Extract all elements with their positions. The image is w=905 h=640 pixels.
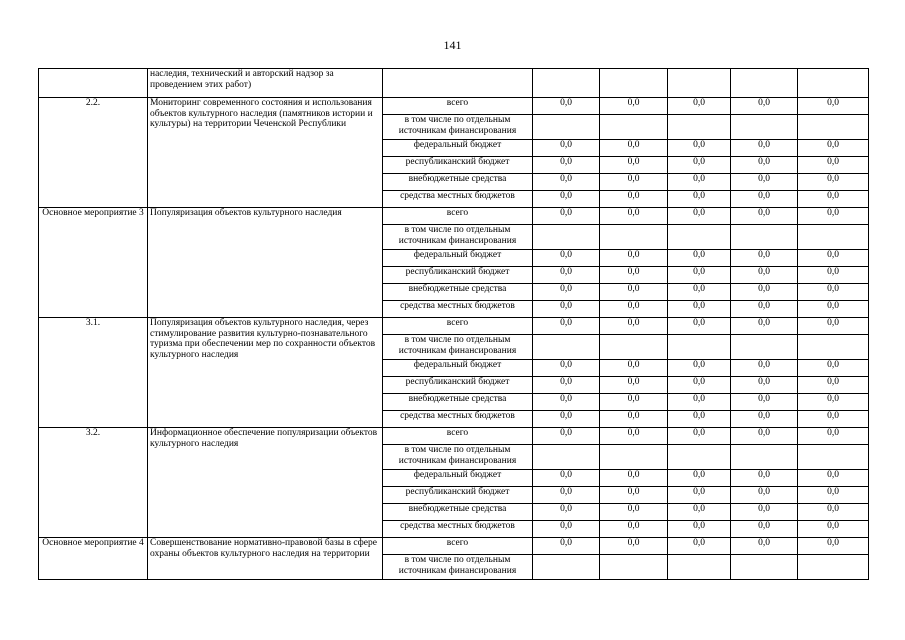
value-cell: 0,0 [600, 301, 668, 318]
value-cell: 0,0 [600, 174, 668, 191]
value-cell: 0,0 [798, 284, 869, 301]
value-cell: 0,0 [668, 470, 731, 487]
value-cell: 0,0 [600, 428, 668, 445]
value-cell: 0,0 [533, 360, 600, 377]
value-cell: 0,0 [798, 174, 869, 191]
value-cell: 0,0 [668, 98, 731, 115]
value-cell: 0,0 [668, 267, 731, 284]
funding-source: республиканский бюджет [383, 267, 533, 284]
value-cell: 0,0 [533, 521, 600, 538]
funding-source: республиканский бюджет [383, 157, 533, 174]
value-cell: 0,0 [533, 487, 600, 504]
continuation-value-cell [668, 69, 731, 98]
funding-source: в том числе по отдельным источникам финансирования [383, 335, 533, 360]
funding-source: всего [383, 98, 533, 115]
value-cell: 0,0 [731, 360, 798, 377]
value-cell: 0,0 [533, 504, 600, 521]
value-cell: 0,0 [600, 318, 668, 335]
funding-source: средства местных бюджетов [383, 411, 533, 428]
funding-source: в том числе по отдельным источникам финансирования [383, 555, 533, 580]
funding-source: федеральный бюджет [383, 250, 533, 267]
value-cell [798, 115, 869, 140]
value-cell: 0,0 [600, 284, 668, 301]
value-cell: 0,0 [798, 377, 869, 394]
table-row [39, 428, 869, 445]
value-cell [533, 445, 600, 470]
value-cell [731, 555, 798, 580]
funding-source: всего [383, 538, 533, 555]
value-cell [600, 115, 668, 140]
value-cell [533, 115, 600, 140]
value-cell: 0,0 [798, 140, 869, 157]
value-cell: 0,0 [600, 267, 668, 284]
funding-source: федеральный бюджет [383, 140, 533, 157]
funding-source: республиканский бюджет [383, 487, 533, 504]
value-cell [533, 225, 600, 250]
item-code: Основное мероприятие 4 [39, 538, 148, 580]
value-cell: 0,0 [731, 428, 798, 445]
value-cell: 0,0 [731, 140, 798, 157]
value-cell: 0,0 [731, 284, 798, 301]
table-row [39, 538, 869, 555]
value-cell [668, 335, 731, 360]
continuation-value-cell [533, 69, 600, 98]
funding-source: всего [383, 208, 533, 225]
continuation-source-cell [383, 69, 533, 98]
value-cell: 0,0 [731, 191, 798, 208]
value-cell [798, 555, 869, 580]
page-number: 141 [443, 38, 462, 52]
funding-table [38, 68, 869, 580]
funding-source: внебюджетные средства [383, 284, 533, 301]
value-cell: 0,0 [600, 140, 668, 157]
value-cell [600, 445, 668, 470]
item-name: Совершенствование нормативно-правовой базы в сфере охраны объектов культурного наследия на территории [148, 538, 383, 580]
value-cell [668, 225, 731, 250]
continuation-value-cell [731, 69, 798, 98]
value-cell: 0,0 [533, 411, 600, 428]
funding-source: в том числе по отдельным источникам финансирования [383, 115, 533, 140]
value-cell: 0,0 [533, 157, 600, 174]
value-cell: 0,0 [731, 301, 798, 318]
value-cell: 0,0 [731, 318, 798, 335]
value-cell: 0,0 [533, 98, 600, 115]
value-cell: 0,0 [798, 267, 869, 284]
table-row [39, 318, 869, 335]
value-cell: 0,0 [533, 191, 600, 208]
value-cell [731, 335, 798, 360]
value-cell [600, 335, 668, 360]
value-cell: 0,0 [798, 504, 869, 521]
value-cell: 0,0 [798, 428, 869, 445]
value-cell: 0,0 [798, 521, 869, 538]
value-cell: 0,0 [731, 250, 798, 267]
funding-source: в том числе по отдельным источникам финансирования [383, 445, 533, 470]
value-cell: 0,0 [600, 208, 668, 225]
value-cell: 0,0 [798, 208, 869, 225]
value-cell: 0,0 [533, 250, 600, 267]
value-cell [731, 115, 798, 140]
continuation-value-cell [600, 69, 668, 98]
item-name: Популяризация объектов культурного наследия [148, 208, 383, 318]
value-cell [533, 335, 600, 360]
value-cell: 0,0 [600, 360, 668, 377]
value-cell: 0,0 [731, 98, 798, 115]
value-cell: 0,0 [798, 250, 869, 267]
item-name: Популяризация объектов культурного наследия, через стимулирование развития культурно-познавательного туризма при обеспечении мер по сохранности объектов культурного наследия [148, 318, 383, 428]
value-cell: 0,0 [668, 191, 731, 208]
item-code: Основное мероприятие 3 [39, 208, 148, 318]
funding-source: средства местных бюджетов [383, 301, 533, 318]
value-cell: 0,0 [533, 428, 600, 445]
value-cell: 0,0 [600, 538, 668, 555]
value-cell: 0,0 [668, 140, 731, 157]
value-cell [600, 555, 668, 580]
value-cell: 0,0 [668, 208, 731, 225]
value-cell: 0,0 [731, 538, 798, 555]
funding-source: средства местных бюджетов [383, 191, 533, 208]
value-cell: 0,0 [533, 538, 600, 555]
funding-source: средства местных бюджетов [383, 521, 533, 538]
value-cell: 0,0 [798, 470, 869, 487]
value-cell: 0,0 [533, 174, 600, 191]
table-row [39, 208, 869, 225]
value-cell: 0,0 [798, 157, 869, 174]
value-cell: 0,0 [731, 377, 798, 394]
continuation-row [39, 69, 869, 98]
funding-source: всего [383, 318, 533, 335]
value-cell: 0,0 [798, 98, 869, 115]
value-cell: 0,0 [731, 174, 798, 191]
continuation-code-cell [39, 69, 148, 98]
value-cell: 0,0 [600, 377, 668, 394]
value-cell [731, 225, 798, 250]
value-cell: 0,0 [600, 98, 668, 115]
value-cell: 0,0 [533, 208, 600, 225]
value-cell: 0,0 [731, 394, 798, 411]
value-cell: 0,0 [533, 377, 600, 394]
value-cell [731, 445, 798, 470]
value-cell: 0,0 [600, 394, 668, 411]
funding-source: внебюджетные средства [383, 504, 533, 521]
funding-source: федеральный бюджет [383, 360, 533, 377]
value-cell: 0,0 [668, 360, 731, 377]
value-cell: 0,0 [600, 157, 668, 174]
table-row [39, 98, 869, 115]
value-cell [533, 555, 600, 580]
value-cell: 0,0 [731, 411, 798, 428]
value-cell: 0,0 [600, 191, 668, 208]
value-cell: 0,0 [533, 318, 600, 335]
value-cell: 0,0 [668, 504, 731, 521]
value-cell: 0,0 [600, 470, 668, 487]
value-cell [798, 445, 869, 470]
funding-source: всего [383, 428, 533, 445]
value-cell: 0,0 [798, 411, 869, 428]
funding-source: республиканский бюджет [383, 377, 533, 394]
value-cell: 0,0 [798, 538, 869, 555]
value-cell: 0,0 [600, 487, 668, 504]
item-code: 3.2. [39, 428, 148, 538]
item-code: 2.2. [39, 98, 148, 208]
value-cell: 0,0 [668, 428, 731, 445]
value-cell: 0,0 [798, 318, 869, 335]
value-cell: 0,0 [668, 301, 731, 318]
value-cell: 0,0 [668, 538, 731, 555]
value-cell: 0,0 [668, 284, 731, 301]
value-cell: 0,0 [731, 504, 798, 521]
value-cell [668, 445, 731, 470]
value-cell [798, 335, 869, 360]
funding-source: в том числе по отдельным источникам финансирования [383, 225, 533, 250]
value-cell: 0,0 [600, 411, 668, 428]
value-cell: 0,0 [731, 521, 798, 538]
item-code: 3.1. [39, 318, 148, 428]
value-cell: 0,0 [798, 191, 869, 208]
value-cell: 0,0 [533, 284, 600, 301]
value-cell: 0,0 [731, 208, 798, 225]
value-cell [668, 115, 731, 140]
value-cell [600, 225, 668, 250]
value-cell: 0,0 [798, 487, 869, 504]
value-cell: 0,0 [600, 504, 668, 521]
value-cell: 0,0 [668, 377, 731, 394]
value-cell: 0,0 [731, 267, 798, 284]
value-cell: 0,0 [668, 521, 731, 538]
value-cell: 0,0 [798, 394, 869, 411]
funding-source: внебюджетные средства [383, 394, 533, 411]
value-cell [798, 225, 869, 250]
value-cell: 0,0 [798, 360, 869, 377]
value-cell: 0,0 [668, 411, 731, 428]
value-cell: 0,0 [798, 301, 869, 318]
value-cell: 0,0 [600, 250, 668, 267]
item-name: Информационное обеспечение популяризации объектов культурного наследия [148, 428, 383, 538]
value-cell: 0,0 [668, 157, 731, 174]
value-cell: 0,0 [668, 394, 731, 411]
funding-source: федеральный бюджет [383, 470, 533, 487]
value-cell: 0,0 [668, 318, 731, 335]
value-cell: 0,0 [731, 470, 798, 487]
value-cell [668, 555, 731, 580]
value-cell: 0,0 [668, 487, 731, 504]
funding-source: внебюджетные средства [383, 174, 533, 191]
continuation-text: наследия, технический и авторский надзор за проведением этих работ) [148, 69, 383, 98]
value-cell: 0,0 [731, 157, 798, 174]
item-name: Мониторинг современного состояния и использования объектов культурного наследия (памятников истории и культуры) на территории Чеченской Республики [148, 98, 383, 208]
continuation-value-cell [798, 69, 869, 98]
value-cell: 0,0 [668, 250, 731, 267]
value-cell: 0,0 [600, 521, 668, 538]
value-cell: 0,0 [533, 140, 600, 157]
value-cell: 0,0 [533, 267, 600, 284]
value-cell: 0,0 [533, 394, 600, 411]
value-cell: 0,0 [668, 174, 731, 191]
value-cell: 0,0 [731, 487, 798, 504]
value-cell: 0,0 [533, 301, 600, 318]
value-cell: 0,0 [533, 470, 600, 487]
